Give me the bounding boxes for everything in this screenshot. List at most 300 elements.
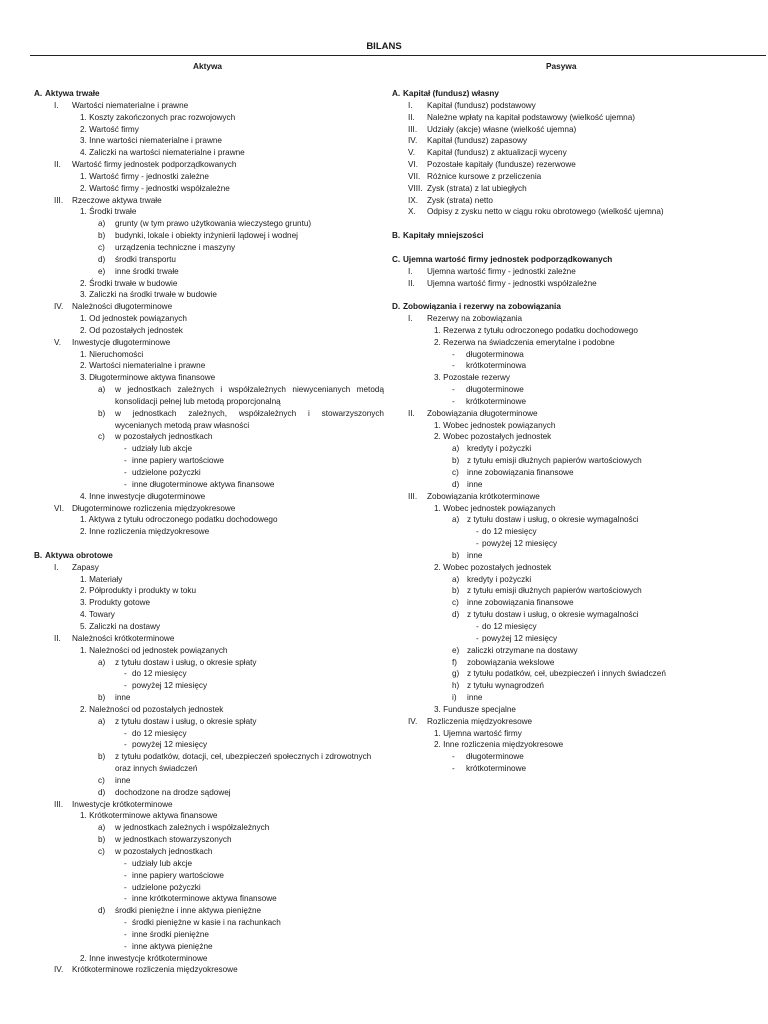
item-text: długoterminowa (466, 349, 524, 359)
item-marker: b) (98, 408, 106, 418)
line-item (34, 739, 386, 751)
item-text: powyżej 12 miesięcy (132, 740, 208, 750)
item-text: 3. Inne wartości niematerialne i prawne (80, 136, 222, 146)
item-marker: d) (98, 254, 106, 264)
item-marker: A. (392, 89, 401, 98)
item-text: grunty (w tym prawo użytkowania wieczystego gruntu) (115, 219, 312, 229)
item-text: 2. Środki trwałe w budowie (80, 278, 178, 288)
item-marker: VII. (408, 171, 421, 181)
line-item (392, 692, 762, 704)
item-marker: - (124, 456, 127, 466)
item-marker: X. (408, 207, 416, 217)
item-marker: d) (452, 610, 460, 620)
item-marker: c) (452, 598, 459, 608)
item-marker: V. (54, 337, 61, 347)
item-marker: - (124, 681, 127, 691)
item-marker: - (124, 728, 127, 738)
line-item (392, 609, 762, 621)
line-item (34, 917, 386, 929)
item-text: 2. Inne inwestycje krótkoterminowe (80, 953, 208, 963)
item-text: Kapitał (fundusz) własny (403, 89, 499, 98)
item-marker: - (452, 349, 455, 359)
line-item (392, 443, 762, 455)
item-text: w jednostkach zależnych, współzależnych i stowarzyszonych (115, 408, 384, 418)
item-text: 1. Nieruchomości (80, 349, 144, 359)
section-heading (392, 254, 762, 266)
item-text: w jednostkach zależnych i współzależnych (115, 823, 270, 833)
item-text: Należności długoterminowe (72, 302, 173, 312)
line-item (392, 455, 762, 467)
item-marker: g) (452, 669, 460, 679)
item-marker: - (476, 539, 479, 549)
item-text: 2. Należności od pozostałych jednostek (80, 704, 224, 714)
item-text: 3. Fundusze specjalne (434, 704, 516, 714)
item-marker: A. (34, 89, 43, 98)
item-text: w jednostkach stowarzyszonych (115, 835, 232, 845)
item-text: 2. Wobec pozostałych jednostek (434, 562, 552, 572)
line-item (392, 491, 762, 503)
item-text: inne krótkoterminowe aktywa finansowe (132, 894, 277, 904)
line-item (34, 135, 386, 147)
item-marker: a) (452, 515, 460, 525)
line-item (392, 135, 762, 147)
item-text: Udziały (akcje) własne (wielkość ujemna) (427, 124, 577, 134)
item-marker: a) (452, 574, 460, 584)
line-item (392, 278, 762, 290)
item-text: inne papiery wartościowe (132, 870, 224, 880)
line-item (34, 834, 386, 846)
item-text: z tytułu dostaw i usług, o okresie wymagalności (467, 610, 639, 620)
item-text: inne zobowiązania finansowe (467, 468, 574, 477)
line-item (392, 680, 762, 692)
line-item (34, 526, 386, 538)
item-text: długoterminowe (466, 385, 524, 395)
item-marker: b) (98, 752, 106, 762)
item-text: krótkoterminowe (466, 396, 527, 406)
line-item (392, 372, 762, 384)
item-text: udziały lub akcje (132, 858, 193, 868)
item-text: 2. Inne rozliczenia międzyokresowe (80, 527, 210, 537)
item-marker: - (124, 669, 127, 679)
item-text: do 12 miesięcy (482, 527, 537, 537)
item-text: udzielone pożyczki (132, 882, 201, 892)
item-marker: b) (452, 456, 460, 466)
line-item (392, 183, 762, 195)
item-text: Ujemna wartość firmy - jednostki współzależne (427, 278, 597, 288)
line-item (392, 100, 762, 112)
line-item (34, 147, 386, 159)
line-item (34, 585, 386, 597)
line-item (392, 514, 762, 526)
item-marker: VIII. (408, 183, 423, 193)
item-marker: a) (98, 716, 106, 726)
line-item (34, 787, 386, 799)
line-item (34, 799, 386, 811)
item-marker: - (124, 479, 127, 489)
item-text: 1. Wobec jednostek powiązanych (434, 503, 556, 513)
item-marker: - (452, 385, 455, 395)
item-text: udzielone pożyczki (132, 468, 201, 477)
item-text: Kapitały mniejszości (403, 231, 484, 241)
item-text: 3. Zaliczki na środki trwałe w budowie (80, 290, 217, 300)
line-item (392, 349, 762, 361)
line-item (34, 763, 386, 775)
item-marker: - (124, 740, 127, 750)
line-item (34, 810, 386, 822)
line-item (34, 882, 386, 894)
line-item (34, 692, 386, 704)
item-text: Zysk (strata) z lat ubiegłych (427, 183, 527, 193)
item-marker: - (124, 882, 127, 892)
item-text: inne (115, 693, 131, 703)
item-marker: - (476, 633, 479, 643)
line-item (34, 230, 386, 242)
item-marker: I. (408, 314, 413, 324)
item-marker: a) (98, 823, 106, 833)
item-text: inne środki pieniężne (132, 929, 209, 939)
item-marker: d) (98, 906, 106, 916)
item-text: Inwestycje krótkoterminowe (72, 799, 173, 809)
item-marker: c) (98, 432, 105, 442)
item-text: 2. Rezerwa na świadczenia emerytalne i podobne (434, 337, 615, 347)
line-item (34, 846, 386, 858)
item-marker: b) (452, 586, 460, 596)
item-marker: c) (98, 775, 105, 785)
line-item (34, 680, 386, 692)
item-text: do 12 miesięcy (482, 621, 537, 631)
line-item (34, 562, 386, 574)
item-text: inne papiery wartościowe (132, 456, 224, 466)
line-item (34, 337, 386, 349)
item-text: 1. Krótkoterminowe aktywa finansowe (80, 811, 218, 821)
line-item (392, 538, 762, 550)
item-text: oraz innych świadczeń (115, 764, 198, 774)
item-text: 5. Zaliczki na dostawy (80, 621, 161, 631)
line-item (34, 597, 386, 609)
item-marker: III. (408, 124, 418, 134)
line-item (34, 574, 386, 586)
item-marker: - (452, 396, 455, 406)
item-marker: V. (408, 148, 415, 158)
item-marker: - (124, 444, 127, 454)
item-marker: VI. (408, 160, 419, 170)
line-item (34, 870, 386, 882)
line-item (34, 728, 386, 740)
item-text: inne (467, 693, 483, 703)
item-text: 2. Inne rozliczenia międzyokresowe (434, 740, 564, 750)
item-text: powyżej 12 miesięcy (482, 539, 558, 549)
item-text: dochodzone na drodze sądowej (115, 787, 231, 797)
item-text: 2. Wartości niematerialne i prawne (80, 361, 206, 371)
line-item (34, 633, 386, 645)
item-text: Kapitał (fundusz) zapasowy (427, 136, 528, 146)
item-marker: - (124, 468, 127, 477)
item-text: 4. Zaliczki na wartości niematerialne i prawne (80, 148, 245, 158)
item-marker: II. (408, 112, 415, 122)
item-text: udziały lub akcje (132, 444, 193, 454)
line-item (34, 858, 386, 870)
line-item (392, 479, 762, 491)
item-text: urządzenia techniczne i maszyny (115, 242, 236, 252)
item-text: Wartość firmy jednostek podporządkowanych (72, 160, 237, 170)
line-item (34, 408, 386, 420)
item-marker: IV. (54, 302, 64, 312)
item-marker: D. (392, 302, 401, 312)
line-item (34, 609, 386, 621)
item-text: z tytułu dostaw i usług, o okresie spłaty (115, 657, 257, 667)
line-item (34, 668, 386, 680)
line-item (34, 254, 386, 266)
item-text: zaliczki otrzymane na dostawy (467, 645, 578, 655)
line-item (392, 585, 762, 597)
line-item (34, 349, 386, 361)
line-item (34, 822, 386, 834)
item-marker: II. (54, 633, 61, 643)
line-item (392, 325, 762, 337)
item-marker: I. (408, 100, 413, 110)
item-text: 1. Wobec jednostek powiązanych (434, 420, 556, 430)
line-item (392, 728, 762, 740)
line-item (34, 242, 386, 254)
line-item (392, 467, 762, 479)
line-item (34, 124, 386, 136)
item-marker: i) (452, 693, 457, 703)
item-text: Zapasy (72, 562, 99, 572)
line-item (34, 893, 386, 905)
item-text: Pozostałe kapitały (fundusze) rezerwowe (427, 160, 576, 170)
item-marker: I. (408, 266, 413, 276)
item-marker: c) (452, 468, 459, 477)
line-item (34, 467, 386, 479)
line-item (392, 112, 762, 124)
line-item (392, 384, 762, 396)
item-marker: e) (452, 645, 460, 655)
item-text: krótkoterminowe (466, 764, 527, 774)
item-marker: B. (34, 550, 43, 560)
item-marker: III. (408, 491, 418, 501)
item-marker: - (124, 918, 127, 928)
line-item (34, 372, 386, 384)
item-marker: f) (452, 657, 458, 667)
line-item (34, 491, 386, 503)
section-heading (34, 88, 386, 100)
item-text: 2. Od pozostałych jednostek (80, 325, 183, 335)
line-item (34, 775, 386, 787)
item-text: z tytułu wynagrodzeń (467, 681, 544, 691)
item-text: 4. Inne inwestycje długoterminowe (80, 491, 206, 501)
item-marker: I. (54, 562, 59, 572)
line-item (34, 455, 386, 467)
line-item (392, 645, 762, 657)
line-item (34, 218, 386, 230)
section-spacer (392, 289, 762, 301)
line-item (392, 266, 762, 278)
item-text: 1. Należności od jednostek powiązanych (80, 645, 228, 655)
item-text: 1. Rezerwa z tytułu odroczonego podatku dochodowego (434, 325, 638, 335)
item-marker: II. (408, 278, 415, 288)
item-text: inne (467, 550, 483, 560)
item-text: 2. Wobec pozostałych jednostek (434, 432, 552, 442)
line-item (392, 562, 762, 574)
line-item (392, 313, 762, 325)
line-item (34, 278, 386, 290)
line-item (34, 206, 386, 218)
item-marker: e) (98, 266, 106, 276)
item-marker: I. (54, 100, 59, 110)
item-text: wycenianych metodą praw własności (115, 420, 250, 430)
line-item (392, 420, 762, 432)
line-item (392, 550, 762, 562)
line-item (392, 337, 762, 349)
line-item (392, 763, 762, 775)
item-text: Zobowiązania krótkoterminowe (427, 491, 540, 501)
item-text: 1. Środki trwałe (80, 207, 137, 217)
line-item (34, 183, 386, 195)
item-marker: b) (98, 835, 106, 845)
line-item (34, 514, 386, 526)
item-text: powyżej 12 miesięcy (132, 681, 208, 691)
line-item (34, 704, 386, 716)
document-title: BILANS (366, 41, 402, 52)
line-item (34, 503, 386, 515)
item-text: Długoterminowe rozliczenia międzyokresowe (72, 503, 236, 513)
line-item (34, 657, 386, 669)
item-marker: a) (98, 219, 106, 229)
item-text: budynki, lokale i obiekty inżynierii lądowej i wodnej (115, 231, 298, 241)
line-item (392, 431, 762, 443)
line-item (392, 574, 762, 586)
section-spacer (392, 242, 762, 254)
item-text: Zobowiązania i rezerwy na zobowiązania (403, 302, 561, 312)
item-text: Zobowiązania długoterminowe (427, 408, 538, 418)
item-text: do 12 miesięcy (132, 728, 187, 738)
section-heading (34, 550, 386, 562)
item-text: inne (115, 775, 131, 785)
item-marker: b) (452, 550, 460, 560)
item-text: 1. Wartość firmy - jednostki zależne (80, 171, 209, 181)
item-text: krótkoterminowa (466, 361, 527, 371)
line-item (34, 716, 386, 728)
item-marker: h) (452, 681, 460, 691)
item-text: 1. Materiały (80, 574, 123, 584)
item-text: z tytułu dostaw i usług, o okresie spłaty (115, 716, 257, 726)
line-item (34, 431, 386, 443)
section-heading (392, 88, 762, 100)
item-text: inne aktywa pieniężne (132, 941, 213, 951)
item-text: Różnice kursowe z przeliczenia (427, 171, 542, 181)
line-item (392, 124, 762, 136)
item-text: w pozostałych jednostkach (115, 432, 213, 442)
line-item (34, 100, 386, 112)
item-text: Rzeczowe aktywa trwałe (72, 195, 162, 205)
line-item (34, 645, 386, 657)
line-item (392, 159, 762, 171)
line-item (392, 206, 762, 218)
line-item (34, 325, 386, 337)
item-text: kredyty i pożyczki (467, 574, 532, 584)
item-marker: d) (98, 787, 106, 797)
liabilities-column-header: Pasywa (546, 61, 577, 71)
item-marker: c) (98, 242, 105, 252)
line-item (34, 479, 386, 491)
line-item (392, 396, 762, 408)
line-item (34, 112, 386, 124)
line-item (34, 420, 386, 432)
line-item (34, 941, 386, 953)
item-text: 3. Długoterminowe aktywa finansowe (80, 373, 216, 383)
item-marker: C. (392, 254, 401, 264)
item-text: 1. Od jednostek powiązanych (80, 314, 187, 324)
line-item (392, 739, 762, 751)
line-item (392, 668, 762, 680)
item-text: inne środki trwałe (115, 266, 179, 276)
item-text: Ujemna wartość firmy - jednostki zależne (427, 266, 576, 276)
item-marker: III. (54, 799, 64, 809)
line-item (34, 443, 386, 455)
line-item (34, 159, 386, 171)
item-text: zobowiązania wekslowe (467, 657, 555, 667)
item-text: Ujemna wartość firmy jednostek podporządkowanych (403, 254, 613, 264)
line-item (392, 716, 762, 728)
item-text: Aktywa obrotowe (45, 550, 113, 560)
line-item (34, 171, 386, 183)
section-heading (392, 301, 762, 313)
item-marker: a) (98, 385, 106, 395)
item-marker: - (124, 941, 127, 951)
line-item (34, 396, 386, 408)
line-item (34, 751, 386, 763)
item-text: z tytułu podatków, dotacji, ceł, ubezpieczeń społecznych i zdrowotnych (115, 752, 372, 762)
item-text: Kapitał (fundusz) podstawowy (427, 100, 536, 110)
item-marker: IV. (408, 716, 418, 726)
item-marker: b) (98, 231, 106, 241)
item-marker: - (124, 894, 127, 904)
item-text: kredyty i pożyczki (467, 444, 532, 454)
line-item (392, 597, 762, 609)
item-text: inne długoterminowe aktywa finansowe (132, 479, 275, 489)
section-spacer (392, 218, 762, 230)
item-marker: B. (392, 231, 401, 241)
item-marker: IV. (408, 136, 418, 146)
item-marker: - (452, 764, 455, 774)
item-text: w pozostałych jednostkach (115, 847, 213, 856)
item-text: inne (467, 479, 483, 489)
item-text: długoterminowe (466, 752, 524, 762)
item-text: z tytułu podatków, ceł, ubezpieczeń i innych świadczeń (467, 669, 666, 679)
line-item (34, 929, 386, 941)
line-item (392, 147, 762, 159)
item-text: Krótkoterminowe rozliczenia międzyokresowe (72, 965, 238, 975)
item-marker: d) (452, 479, 460, 489)
item-text: 3. Pozostałe rezerwy (434, 373, 510, 383)
item-marker: IX. (408, 195, 419, 205)
item-marker: c) (98, 847, 105, 856)
item-text: środki pieniężne i inne aktywa pieniężne (115, 906, 262, 916)
line-item (34, 301, 386, 313)
line-item (34, 266, 386, 278)
item-text: 1. Ujemna wartość firmy (434, 728, 522, 738)
item-text: w jednostkach zależnych i współzależnych niewycenianych metodą (115, 385, 384, 395)
assets-column (34, 88, 386, 976)
item-text: z tytułu emisji dłużnych papierów wartościowych (467, 586, 642, 596)
item-marker: VI. (54, 503, 65, 513)
item-marker: a) (98, 657, 106, 667)
item-text: z tytułu dostaw i usług, o okresie wymagalności (467, 515, 639, 525)
item-marker: - (124, 929, 127, 939)
line-item (392, 360, 762, 372)
line-item (392, 171, 762, 183)
section-spacer (34, 538, 386, 550)
